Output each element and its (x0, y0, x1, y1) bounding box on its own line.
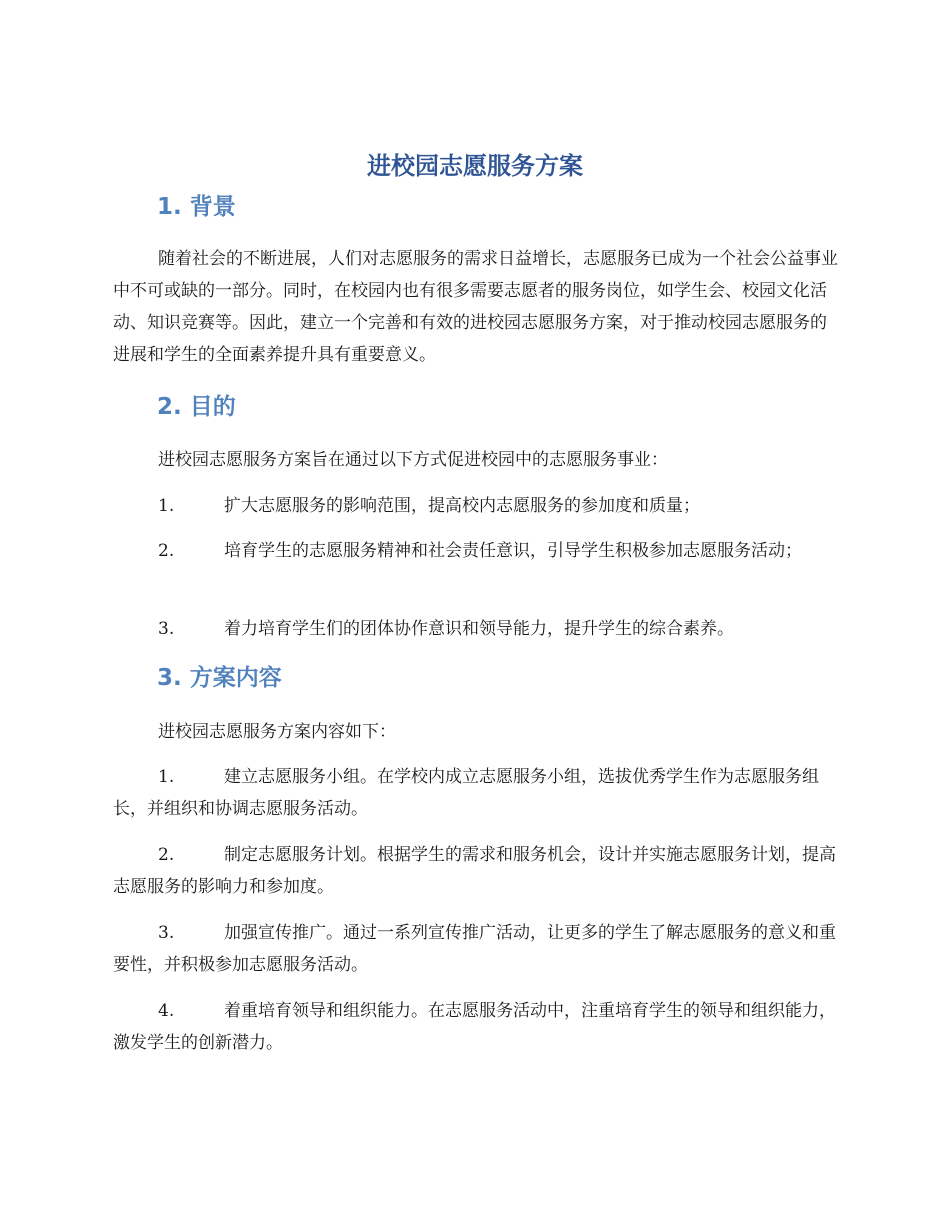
document-title: 进校园志愿服务方案 (367, 152, 583, 180)
section-heading-background: 1. 背景 (157, 194, 236, 220)
list-text: 制定志愿服务计划。根据学生的需求和服务机会，设计并实施志愿服务计划，提高志愿服务的影响力和参加度。 (113, 845, 836, 897)
purpose-list-item (113, 535, 840, 567)
list-text: 加强宣传推广。通过一系列宣传推广活动，让更多的学生了解志愿服务的意义和重要性，并积极参加志愿服务活动。 (113, 923, 836, 975)
plan-list-item (113, 917, 840, 981)
list-number: 3. (158, 619, 175, 639)
list-number: 1. (158, 496, 175, 516)
plan-list-item (113, 839, 840, 903)
plan-list-item (113, 995, 840, 1059)
purpose-list-item (113, 490, 840, 522)
section-heading-purpose: 2. 目的 (157, 394, 236, 420)
list-text: 扩大志愿服务的影响范围，提高校内志愿服务的参加度和质量； (224, 496, 700, 516)
list-number: 1. (158, 767, 175, 787)
purpose-lead: 进校园志愿服务方案旨在通过以下方式促进校园中的志愿服务事业： (158, 450, 668, 470)
list-text: 建立志愿服务小组。在学校内成立志愿服务小组，选拔优秀学生作为志愿服务组长，并组织和协调志愿服务活动。 (113, 767, 819, 819)
plan-list-item (113, 761, 840, 825)
list-text: 着重培育领导和组织能力。在志愿服务活动中，注重培育学生的领导和组织能力，激发学生的创新潜力。 (113, 1001, 836, 1053)
list-number: 2. (158, 541, 175, 561)
list-number: 2. (158, 845, 175, 865)
plan-content-lead: 进校园志愿服务方案内容如下： (158, 722, 396, 742)
background-paragraph: 随着社会的不断进展，人们对志愿服务的需求日益增长，志愿服务已成为一个社会公益事业中不可或缺的一部分。同时，在校园内也有很多需要志愿者的服务岗位，如学生会、校园文化活动、知识竞赛等。因此，建立一个完善和有效的进校园志愿服务方案，对于推动校园志愿服务的进展和学生的全面素养提升具有重要意义。 (113, 249, 838, 365)
list-number: 3. (158, 923, 175, 943)
section-heading-plan-content: 3. 方案内容 (157, 665, 282, 691)
list-number: 4. (158, 1001, 175, 1021)
list-text: 培育学生的志愿服务精神和社会责任意识，引导学生积极参加志愿服务活动； (224, 541, 802, 561)
purpose-list-item (113, 613, 840, 645)
list-text: 着力培育学生们的团体协作意识和领导能力，提升学生的综合素养。 (224, 619, 734, 639)
